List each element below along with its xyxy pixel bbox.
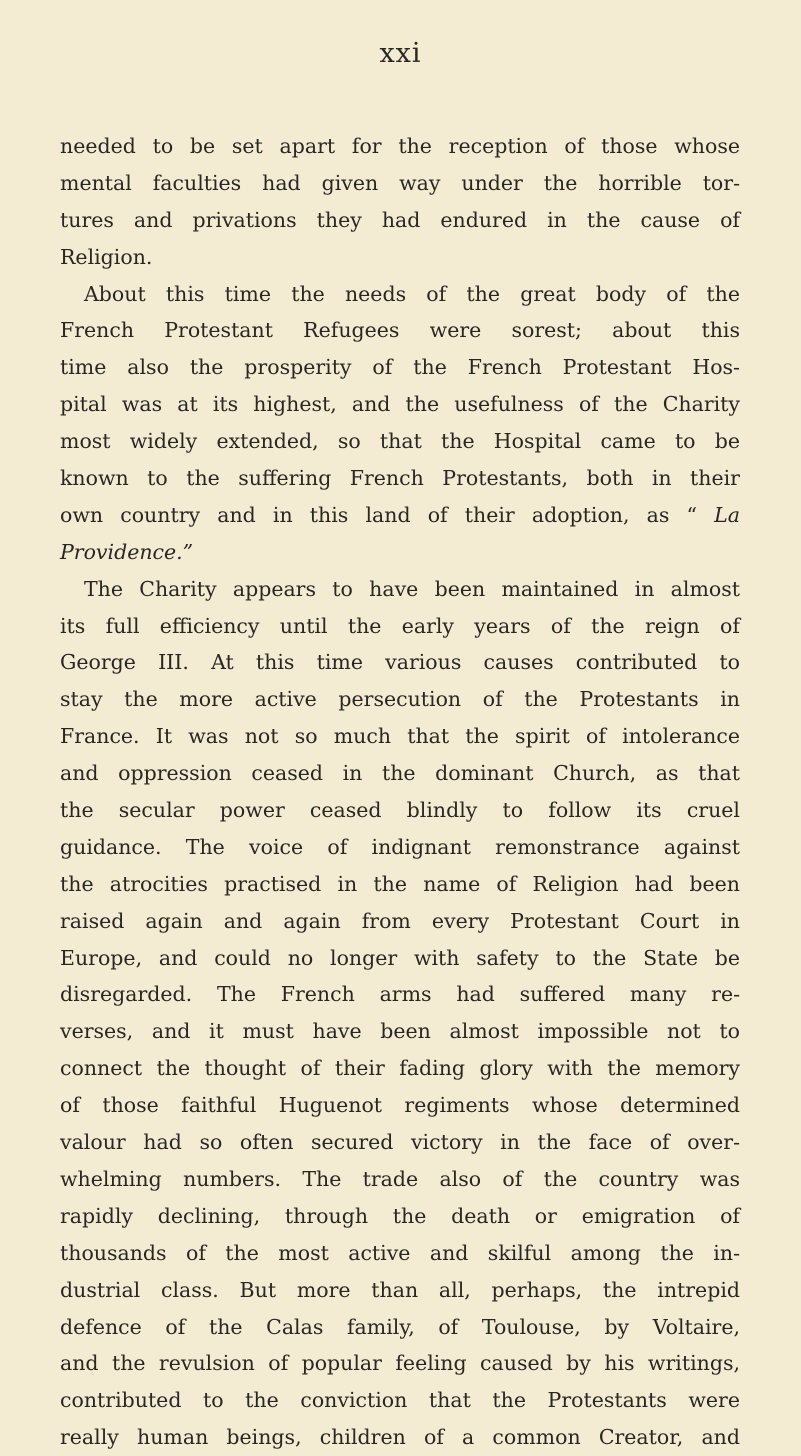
- page-number: xxi: [379, 38, 422, 69]
- text-line: time also the prosperity of the French Protestant Hos-: [60, 355, 740, 380]
- body-text: [60, 128, 740, 1456]
- text-line: needed to be set apart for the reception of those whose: [60, 134, 740, 158]
- text-line: whelming numbers. The trade also of the country was: [60, 1166, 740, 1191]
- text-line: of those faithful Huguenot regiments whose determined: [60, 1093, 740, 1118]
- text-line: guidance. The voice of indignant remonstrance against: [60, 834, 740, 859]
- text-line: Europe, and could no longer with safety to the State be: [60, 945, 740, 970]
- text-line: tures and privations they had endured in the cause of: [60, 207, 740, 232]
- text-line: Providence.”: [60, 539, 194, 564]
- text-line: defence of the Calas family, of Toulouse, by Voltaire,: [60, 1314, 740, 1339]
- text-line: rapidly declining, through the death or emigration of: [60, 1203, 740, 1228]
- text-line: French Protestant Refugees were sorest; about this: [60, 318, 740, 343]
- text-line: pital was at its highest, and the usefulness of the Charity: [60, 392, 740, 417]
- text-line: The Charity appears to have been maintained in almost: [84, 576, 740, 601]
- text-line: disregarded. The French arms had suffered many re-: [60, 982, 740, 1007]
- text-line: George III. At this time various causes contributed to: [60, 650, 740, 675]
- text-line: France. It was not so much that the spirit of intolerance: [60, 724, 740, 749]
- text-line: connect the thought of their fading glory with the memory: [60, 1056, 740, 1081]
- text-line: known to the suffering French Protestants, both in their: [60, 466, 740, 491]
- text-line: Religion.: [60, 244, 153, 269]
- text-line: most widely extended, so that the Hospital came to be: [60, 429, 740, 454]
- text-line: verses, and it must have been almost impossible not to: [60, 1019, 740, 1044]
- text-line: mental faculties had given way under the horrible tor-: [60, 170, 740, 195]
- text-line: thousands of the most active and skilful among the in-: [60, 1240, 740, 1265]
- text-line: valour had so often secured victory in the face of over-: [60, 1130, 740, 1155]
- text-line: stay the more active persecution of the Protestants in: [60, 687, 740, 712]
- text-line: the atrocities practised in the name of Religion had been: [60, 871, 740, 896]
- text-line: About this time the needs of the great body of the: [84, 281, 740, 306]
- text-line: and the revulsion of popular feeling caused by his writings,: [60, 1351, 740, 1376]
- text-line: dustrial class. But more than all, perhaps, the intrepid: [60, 1277, 740, 1302]
- text-line: and oppression ceased in the dominant Church, as that: [60, 761, 740, 786]
- text-line: the secular power ceased blindly to follow its cruel: [60, 798, 740, 823]
- text-line: raised again and again from every Protestant Court in: [60, 908, 740, 933]
- text-line: really human beings, children of a common Creator, and: [60, 1425, 740, 1450]
- text-line: own country and in this land of their adoption, as “ La: [60, 502, 740, 527]
- text-line: contributed to the conviction that the Protestants were: [60, 1388, 740, 1413]
- text-line: its full efficiency until the early years of the reign of: [60, 613, 740, 638]
